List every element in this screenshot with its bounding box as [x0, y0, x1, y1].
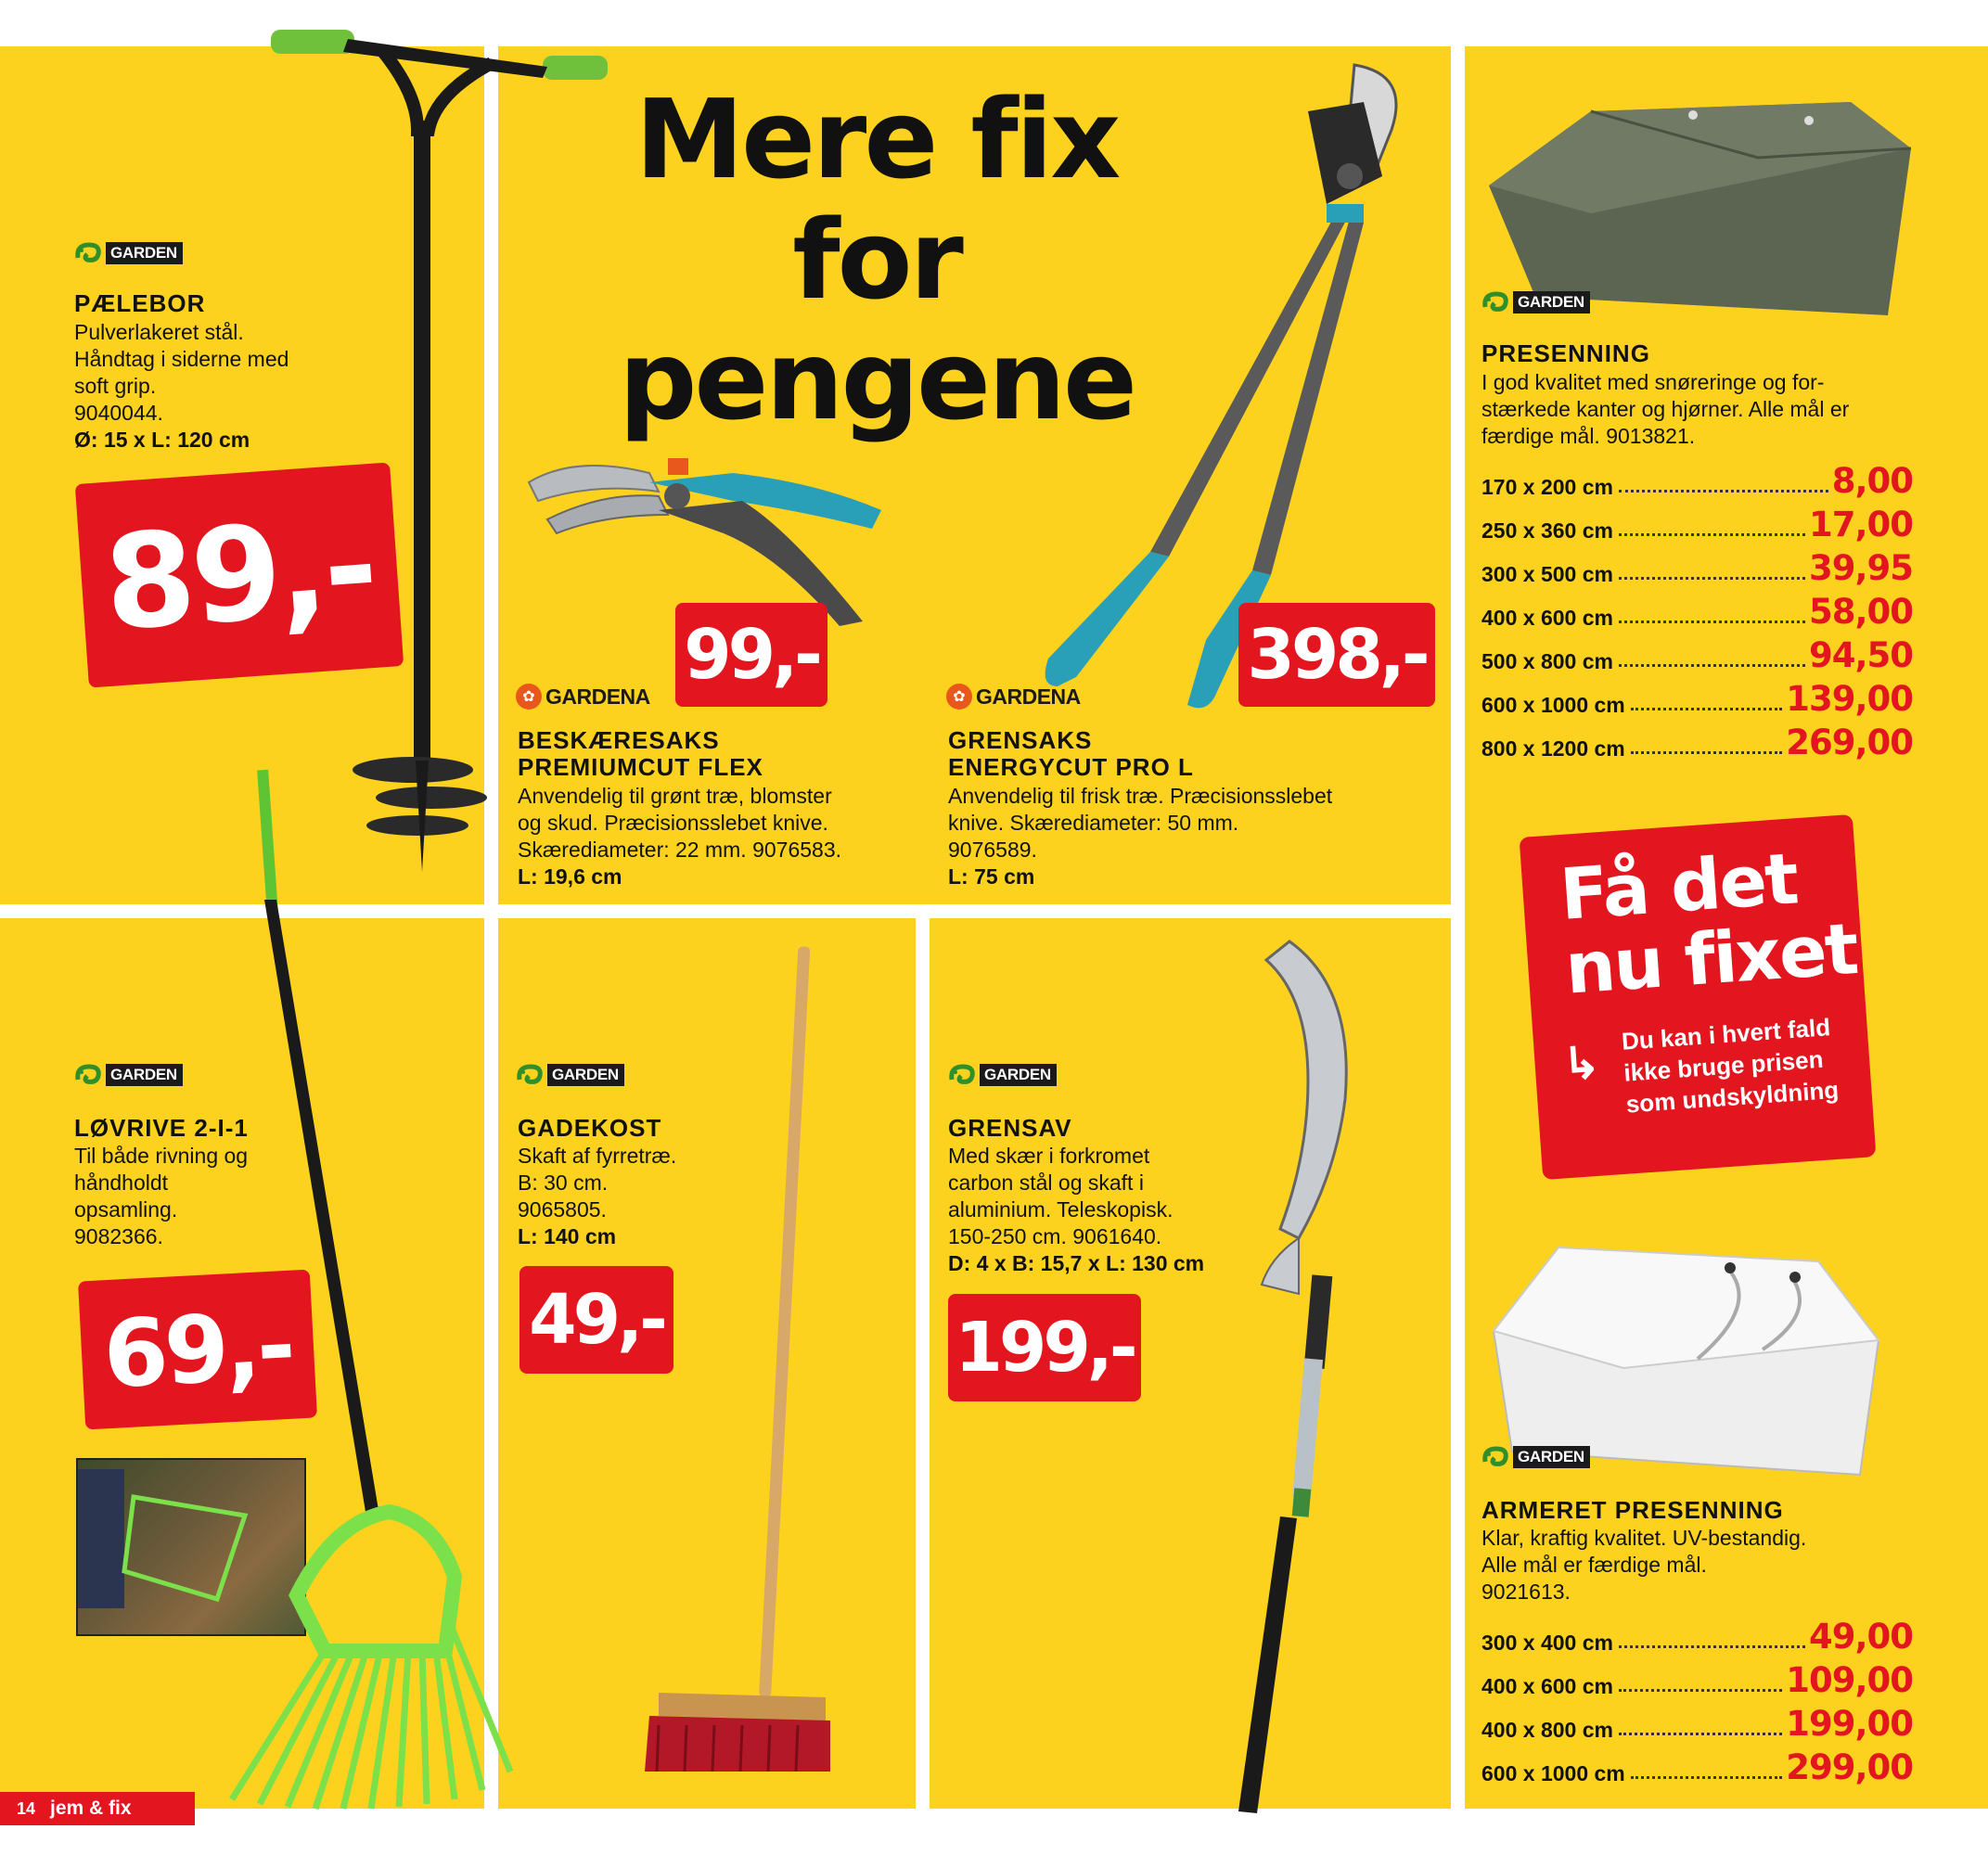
presenning-size-list [1481, 456, 1913, 761]
size-price: 269,00 [1786, 723, 1913, 762]
size-label: 300 x 500 cm [1481, 562, 1613, 586]
size-label: 400 x 800 cm [1481, 1718, 1613, 1742]
dot-leader [1631, 708, 1782, 710]
grensaks-name [948, 727, 1194, 781]
size-label: 600 x 1000 cm [1481, 1761, 1625, 1785]
lovrive-desc-line: Til både rivning og [74, 1144, 249, 1168]
lovrive-price-tag: 69,- [78, 1270, 317, 1430]
page-footer [0, 1792, 195, 1825]
grensaks-desc-line: Anvendelig til frisk træ. Præcisionsslebet [948, 784, 1333, 808]
size-row [1481, 1699, 1913, 1743]
size-price: 139,00 [1786, 679, 1913, 719]
size-price: 49,00 [1808, 1617, 1913, 1657]
garden-logo [516, 1063, 624, 1087]
size-price: 8,00 [1831, 461, 1913, 501]
flower-icon: ✿ [946, 684, 972, 710]
presenning-desc-line: stærkede kanter og hjørner. Alle mål er [1481, 397, 1850, 421]
gadekost-name: GADEKOST [518, 1114, 662, 1142]
presenning-desc [1481, 369, 1849, 450]
grensaks-name-line: GRENSAKS [948, 726, 1093, 754]
grensaks-price-tag: 398,- [1238, 603, 1435, 707]
arrow-icon: ↳ [1560, 1038, 1602, 1091]
size-row [1481, 456, 1913, 500]
dot-leader [1619, 1689, 1782, 1692]
size-label: 400 x 600 cm [1481, 1674, 1613, 1698]
presenning-name: PRESENNING [1481, 339, 1650, 367]
beskaeresaks-name [518, 727, 763, 781]
beskaeresaks-desc-line: og skud. Præcisionsslebet knive. [518, 811, 828, 835]
size-label: 500 x 800 cm [1481, 649, 1613, 673]
size-row [1481, 1612, 1913, 1656]
grensaks-dims: L: 75 cm [948, 864, 1035, 889]
garden-logo-text: GARDEN [106, 242, 183, 264]
paelebor-price-tag: 89,- [75, 462, 404, 687]
grensav-price-tag: 199,- [948, 1294, 1141, 1401]
grensaks-desc-line: knive. Skærediameter: 50 mm. [948, 811, 1239, 835]
grensav-dims: D: 4 x B: 15,7 x L: 130 cm [948, 1251, 1205, 1275]
size-row [1481, 587, 1913, 631]
paelebor-desc-line: Pulverlakeret stål. [74, 320, 244, 344]
size-price: 299,00 [1786, 1747, 1913, 1787]
beskaeresaks-desc [518, 783, 841, 890]
dot-leader [1631, 751, 1782, 754]
headline-line2: for pengene [618, 196, 1135, 444]
gardena-logo-text: GARDENA [976, 684, 1081, 709]
garden-logo [1481, 290, 1590, 314]
armeret-desc-line: Alle mål er færdige mål. [1481, 1553, 1707, 1577]
grensav-name: GRENSAV [948, 1114, 1072, 1142]
paelebor-name: PÆLEBOR [74, 289, 206, 317]
dot-leader [1619, 664, 1805, 667]
armeret-presenning-image [1484, 1229, 1883, 1479]
armeret-size-list [1481, 1612, 1913, 1786]
gardena-logo [516, 682, 650, 711]
size-row [1481, 1743, 1913, 1786]
grensaks-desc [948, 783, 1332, 890]
dot-leader [1619, 1645, 1805, 1648]
presenning-image [1480, 83, 1916, 325]
promo-line2: nu fixet [1562, 907, 1860, 1010]
garden-logo-text: GARDEN [106, 1064, 183, 1086]
beskaeresaks-price-tag: 99,- [675, 603, 827, 707]
lovrive-desc-line: opsamling. [74, 1197, 178, 1222]
paelebor-dims: Ø: 15 x L: 120 cm [74, 428, 250, 452]
page-number: 14 [17, 1798, 36, 1818]
grensav-desc-line: 150-250 cm. 9061640. [948, 1224, 1162, 1248]
size-price: 199,00 [1786, 1704, 1913, 1744]
garden-logo-text: GARDEN [1513, 291, 1590, 313]
gadekost-desc-line: B: 30 cm. [518, 1171, 609, 1195]
paelebor-desc-line: Håndtag i siderne med [74, 347, 289, 371]
size-row [1481, 544, 1913, 587]
promo-sub-line: Du kan i hvert fald [1621, 1013, 1832, 1055]
armeret-presenning-name: ARMERET PRESENNING [1481, 1496, 1784, 1524]
gadekost-desc [518, 1143, 676, 1250]
garden-logo-text: GARDEN [1513, 1446, 1590, 1468]
armeret-desc-line: Klar, kraftig kvalitet. UV-bestandig. [1481, 1526, 1807, 1550]
gadekost-dims: L: 140 cm [518, 1224, 617, 1248]
size-price: 39,95 [1808, 548, 1913, 588]
promo-box [1520, 814, 1877, 1180]
lovrive-desc-line: håndholdt [74, 1171, 169, 1195]
size-row [1481, 500, 1913, 544]
size-row [1481, 718, 1913, 761]
grensaks-name-line: ENERGYCUT PRO L [948, 753, 1194, 781]
gadekost-desc-line: Skaft af fyrretræ. [518, 1144, 677, 1168]
presenning-desc-line: I god kvalitet med snøreringe og for- [1481, 370, 1825, 394]
grensaks-desc-line: 9076589. [948, 838, 1037, 862]
gadekost-price-tag: 49,- [519, 1266, 673, 1374]
lovrive-desc-line: 9082366. [74, 1224, 163, 1248]
size-label: 300 x 400 cm [1481, 1631, 1613, 1655]
size-price: 17,00 [1808, 505, 1913, 544]
lovrive-image [223, 761, 529, 1818]
dot-leader [1631, 1776, 1782, 1779]
beskaeresaks-name-line: BESKÆRESAKS [518, 726, 720, 754]
beskaeresaks-desc-line: Anvendelig til grønt træ, blomster [518, 784, 832, 808]
paelebor-desc [74, 319, 289, 454]
size-label: 800 x 1200 cm [1481, 736, 1625, 761]
dot-leader [1619, 1733, 1782, 1735]
headline-line1: Mere fix [635, 75, 1119, 203]
dot-leader [1619, 490, 1828, 493]
armeret-desc-line: 9021613. [1481, 1580, 1571, 1604]
grensav-desc [948, 1143, 1204, 1277]
gadekost-desc-line: 9065805. [518, 1197, 607, 1222]
flower-icon: ✿ [516, 684, 542, 710]
size-label: 170 x 200 cm [1481, 475, 1613, 499]
promo-sub [1621, 1011, 1840, 1120]
grensav-desc-line: aluminium. Teleskopisk. [948, 1197, 1174, 1222]
size-price: 109,00 [1786, 1660, 1913, 1700]
grensav-desc-line: carbon stål og skaft i [948, 1171, 1144, 1195]
beskaeresaks-desc-line: Skærediameter: 22 mm. 9076583. [518, 838, 842, 862]
garden-logo-text: GARDEN [980, 1064, 1057, 1086]
footer-brand: jem & fix [50, 1797, 132, 1819]
paelebor-desc-line: 9040044. [74, 401, 163, 425]
promo-sub-line: ikke bruge prisen [1622, 1044, 1825, 1087]
garden-logo-text: GARDEN [547, 1064, 624, 1086]
lovrive-name: LØVRIVE 2-I-1 [74, 1114, 249, 1142]
beskaeresaks-dims: L: 19,6 cm [518, 864, 622, 889]
armeret-presenning-desc [1481, 1525, 1806, 1606]
size-row [1481, 1656, 1913, 1699]
size-row [1481, 674, 1913, 718]
size-row [1481, 631, 1913, 674]
size-label: 250 x 360 cm [1481, 518, 1613, 543]
promo-line1: Få det [1557, 837, 1800, 936]
paelebor-desc-line: soft grip. [74, 374, 157, 398]
garden-logo [948, 1063, 1057, 1087]
grensav-image [1178, 932, 1373, 1823]
gardena-logo [946, 682, 1081, 711]
gardena-logo-text: GARDENA [545, 684, 650, 709]
garden-logo [1481, 1445, 1590, 1469]
grensav-desc-line: Med skær i forkromet [948, 1144, 1150, 1168]
size-label: 600 x 1000 cm [1481, 693, 1625, 717]
dot-leader [1619, 533, 1805, 536]
size-price: 58,00 [1808, 592, 1913, 632]
promo-sub-line: som undskyldning [1624, 1075, 1841, 1119]
garden-logo [74, 1063, 183, 1087]
dot-leader [1619, 577, 1805, 580]
dot-leader [1619, 620, 1805, 623]
size-price: 94,50 [1808, 635, 1913, 675]
beskaeresaks-name-line: PREMIUMCUT FLEX [518, 753, 763, 781]
presenning-desc-line: færdige mål. 9013821. [1481, 424, 1696, 448]
size-label: 400 x 600 cm [1481, 606, 1613, 630]
garden-logo [74, 241, 183, 265]
